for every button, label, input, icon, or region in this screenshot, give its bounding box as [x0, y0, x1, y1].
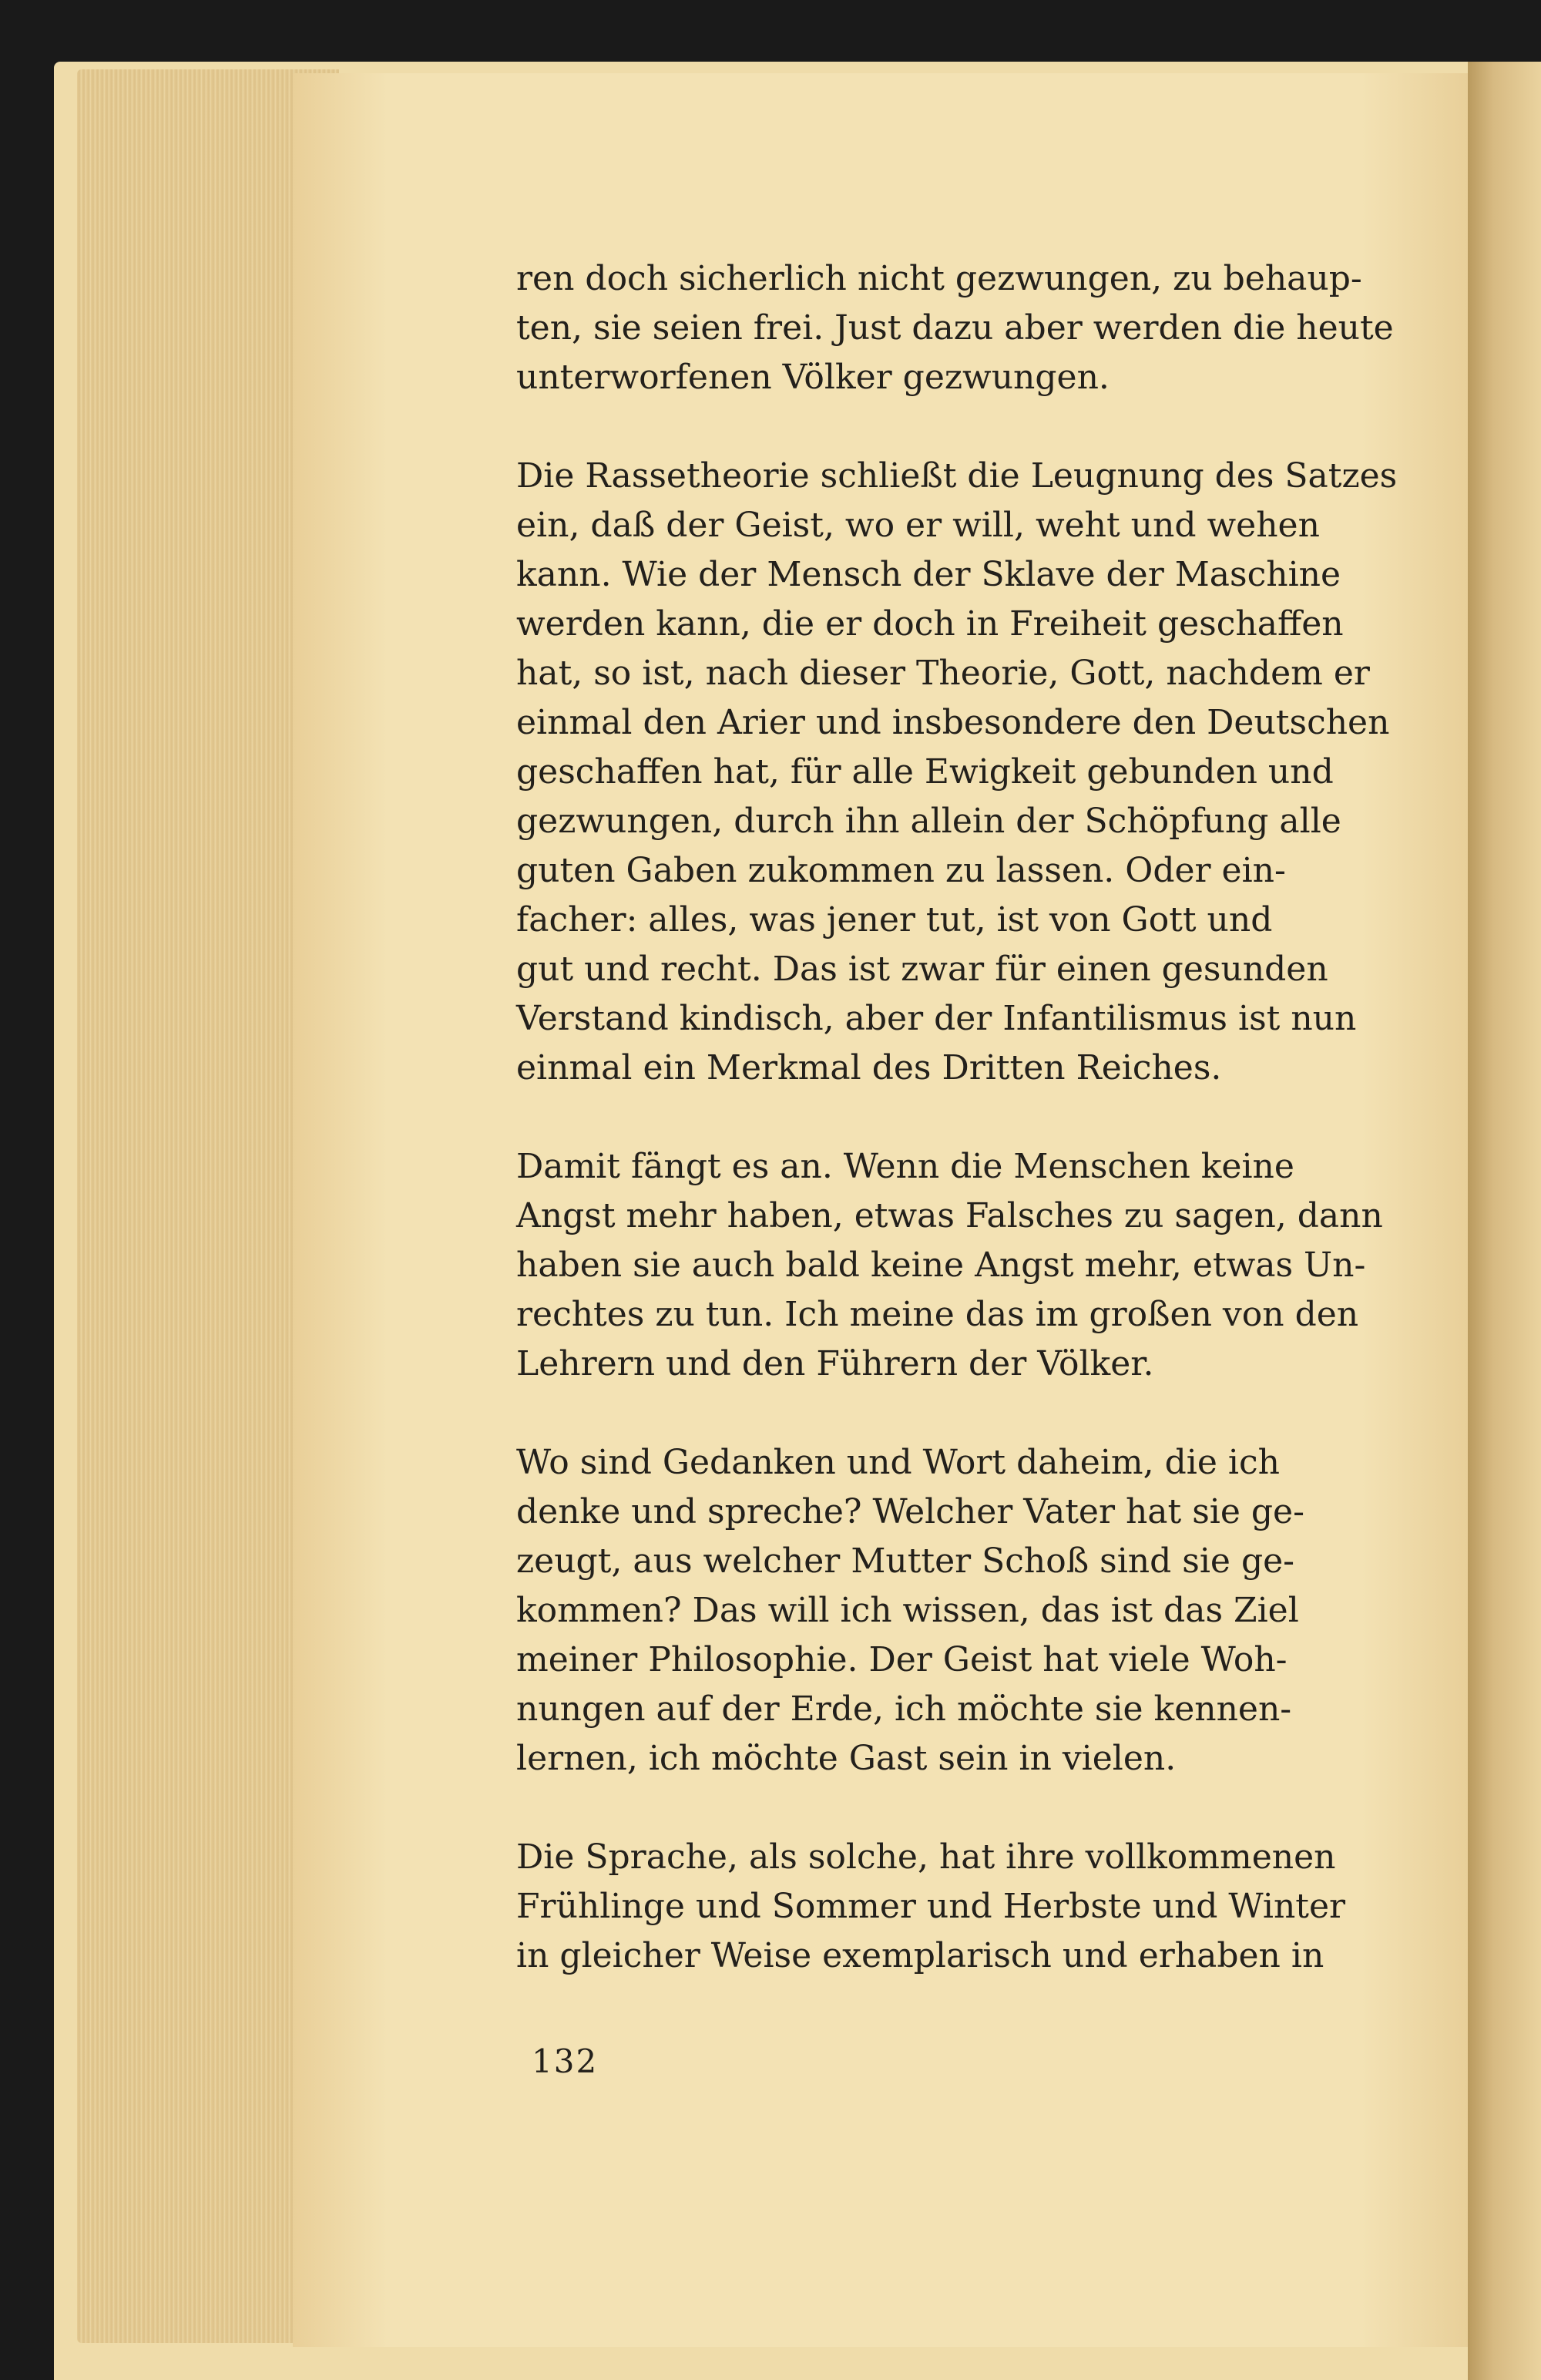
text-line: guten Gaben zukommen zu lassen. Oder ein-	[516, 851, 1286, 890]
text-line: ein, daß der Geist, wo er will, weht und wehen	[516, 506, 1320, 545]
text-line: gezwungen, durch ihn allein der Schöpfung alle	[516, 802, 1341, 841]
text-line: kommen? Das will ich wissen, das ist das Ziel	[516, 1591, 1299, 1630]
text-line: haben sie auch bald keine Angst mehr, etwas Un-	[516, 1245, 1366, 1285]
page-text	[516, 254, 1425, 2030]
text-line: Verstand kindisch, aber der Infantilismus ist nun	[516, 999, 1357, 1038]
text-line: meiner Philosophie. Der Geist hat viele Woh-	[516, 1640, 1288, 1679]
text-line: nungen auf der Erde, ich möchte sie kennen-	[516, 1689, 1292, 1729]
text-line: gut und recht. Das ist zwar für einen gesunden	[516, 950, 1328, 989]
text-line: hat, so ist, nach dieser Theorie, Gott, nachdem er	[516, 654, 1370, 693]
text-line: rechtes zu tun. Ich meine das im großen von den	[516, 1295, 1359, 1334]
page-number: 132	[532, 2042, 599, 2080]
paragraph-4	[516, 1438, 1425, 1783]
text-line: einmal den Arier und insbesondere den Deutschen	[516, 703, 1390, 742]
text-line: Angst mehr haben, etwas Falsches zu sagen, dann	[516, 1196, 1383, 1235]
text-line: Damit fängt es an. Wenn die Menschen keine	[516, 1147, 1294, 1186]
text-line: lernen, ich möchte Gast sein in vielen.	[516, 1739, 1177, 1778]
paragraph-2	[516, 452, 1425, 1093]
text-line: denke und spreche? Welcher Vater hat sie ge-	[516, 1492, 1304, 1531]
text-line: zeugt, aus welcher Mutter Schoß sind sie ge-	[516, 1541, 1295, 1581]
paragraph-1	[516, 254, 1425, 402]
text-line: Die Sprache, als solche, hat ihre vollkommenen	[516, 1837, 1336, 1877]
text-line: unterworfenen Völker gezwungen.	[516, 358, 1110, 397]
text-line: einmal ein Merkmal des Dritten Reiches.	[516, 1048, 1222, 1087]
text-line: in gleicher Weise exemplarisch und erhaben in	[516, 1936, 1324, 1975]
text-line: ten, sie seien frei. Just dazu aber werden die heute	[516, 308, 1394, 348]
text-line: Wo sind Gedanken und Wort daheim, die ich	[516, 1443, 1280, 1482]
text-line: facher: alles, was jener tut, ist von Gott und	[516, 900, 1273, 940]
gutter-next-page	[1468, 62, 1541, 2380]
text-line: Lehrern und den Führern der Völker.	[516, 1344, 1154, 1383]
text-line: kann. Wie der Mensch der Sklave der Maschine	[516, 555, 1341, 594]
text-line: geschaffen hat, für alle Ewigkeit gebunden und	[516, 752, 1334, 792]
text-line: Frühlinge und Sommer und Herbste und Winter	[516, 1887, 1346, 1926]
paragraph-3	[516, 1142, 1425, 1389]
text-line: ren doch sicherlich nicht gezwungen, zu behaup-	[516, 259, 1362, 298]
text-line: Die Rassetheorie schließt die Leugnung des Satzes	[516, 456, 1398, 496]
text-line: werden kann, die er doch in Freiheit geschaffen	[516, 604, 1344, 644]
paragraph-5	[516, 1833, 1425, 1981]
